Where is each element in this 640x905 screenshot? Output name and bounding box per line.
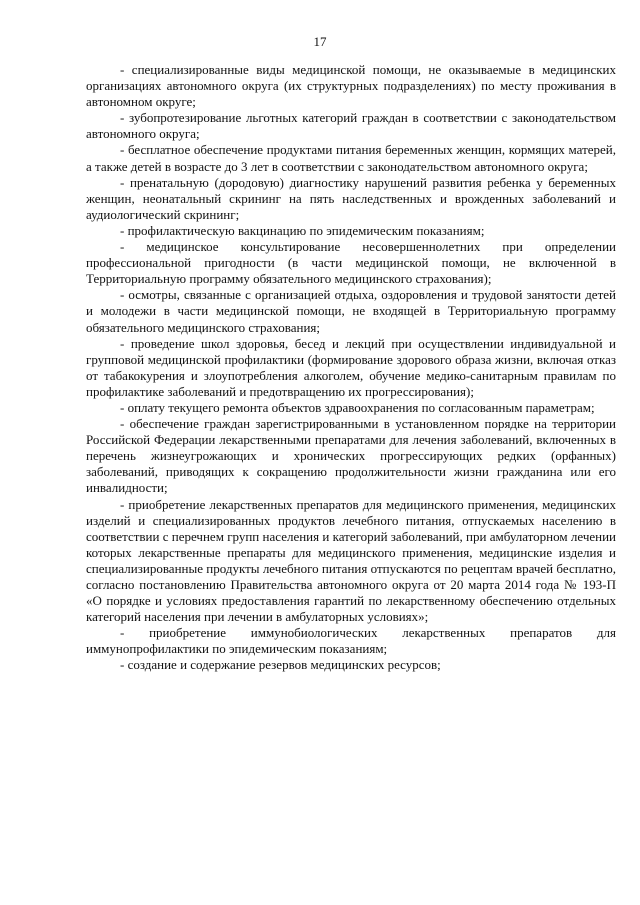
paragraph-drug-procurement: - приобретение лекарственных препаратов для медицинского применения, медицинских изделий и специализированных продуктов лечебного питания, отпускаемых населению в соответствии с перечнем групп населения и категорий заболеваний, при амбулаторном лечении которых лекарственные препараты для медицинского применения, медицинские изделия и специализированные продукты лечебного питания отпускаются по рецептам врачей бесплатно, согласно постановлению Правительства автономного округа от 20 марта 2014 года № 193-П «О порядке и условиях предоставления гарантий по лекарственному обеспечению отдельных категорий населения при лечении в амбулаторных условиях»; [86,496,616,625]
paragraph-vaccination: - профилактическую вакцинацию по эпидемическим показаниям; [120,222,485,238]
paragraph-orphan-drugs: - обеспечение граждан зарегистрированными в установленном порядке на территории Российской Федерации лекарственными препаратами для лечения заболеваний, включенных в перечень жизнеугрожающих и хронических прогрессирующих редких (орфанных) заболеваний, приводящих к сокращению продолжительности жизни гражданина или его инвалидности; [86,416,616,496]
paragraph-prenatal-diagnostics: - пренатальную (дородовую) диагностику нарушений развития ребенка у беременных женщин, неонатальный скрининг на пять наследственных и врожденных заболеваний и аудиологический скрининг; [86,174,616,222]
paragraph-specialized-care: - специализированные виды медицинской помощи, не оказываемые в медицинских организациях автономного округа (их структурных подразделениях) по месту проживания в автономном округе; [86,62,616,110]
paragraph-minor-consulting: - медицинское консультирование несовершеннолетних при определении профессиональной пригодности (в части медицинской помощи, не включенной в Территориальную программу обязательного медицинского страхования); [86,239,616,287]
paragraph-health-schools: - проведение школ здоровья, бесед и лекций при осуществлении индивидуальной и групповой медицинской профилактики (формирование здорового образа жизни, включая отказ от табакокурения и злоупотребления алкоголем, обучение медико-санитарным правилам по профилактике заболеваний и предотвращению их прогрессирования); [86,335,616,399]
paragraph-repair-funding: - оплату текущего ремонта объектов здравоохранения по согласованным параметрам; [120,399,595,415]
document-body [86,62,616,674]
paragraph-immunobiological-drugs: - приобретение иммунобиологических лекарственных препаратов для иммунопрофилактики по эпидемическим показаниям; [86,625,616,657]
paragraph-free-food: - бесплатное обеспечение продуктами питания беременных женщин, кормящих матерей, а также детей в возрасте до 3 лет в соответствии с законодательством автономного округа; [86,142,616,174]
paragraph-youth-examinations: - осмотры, связанные с организацией отдыха, оздоровления и трудовой занятости детей и молодежи в части медицинской помощи, не входящей в Территориальную программу обязательного медицинского страхования; [86,287,616,335]
paragraph-dental-prosthetics: - зубопротезирование льготных категорий граждан в соответствии с законодательством автономного округа; [86,110,616,142]
page-number: 17 [313,34,327,49]
paragraph-medical-reserves: - создание и содержание резервов медицинских ресурсов; [120,657,441,673]
